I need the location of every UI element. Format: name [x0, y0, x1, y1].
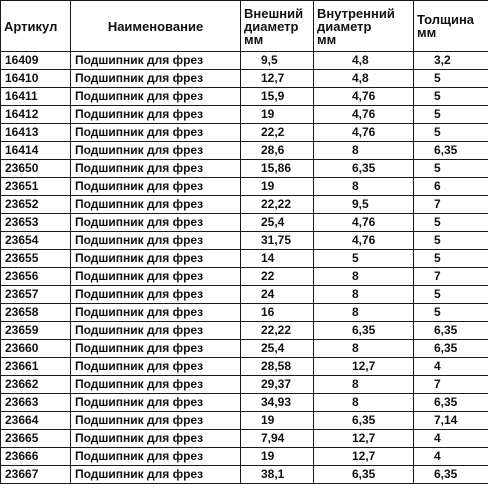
thickness-cell: 5 — [414, 88, 488, 106]
name-cell: Подшипник для фрез — [71, 250, 241, 268]
inner-diameter-cell: 8 — [314, 340, 414, 358]
table-header — [1, 1, 488, 52]
name-cell: Подшипник для фрез — [71, 376, 241, 394]
outer-diameter-cell: 12,7 — [241, 70, 314, 88]
table-row — [1, 430, 488, 448]
name-cell: Подшипник для фрез — [71, 322, 241, 340]
name-cell: Подшипник для фрез — [71, 430, 241, 448]
table-row — [1, 412, 488, 430]
inner-diameter-cell: 4,8 — [314, 52, 414, 70]
outer-diameter-cell: 14 — [241, 250, 314, 268]
name-cell: Подшипник для фрез — [71, 70, 241, 88]
article-cell: 23665 — [1, 430, 71, 448]
name-cell: Подшипник для фрез — [71, 142, 241, 160]
name-cell: Подшипник для фрез — [71, 88, 241, 106]
table-row — [1, 142, 488, 160]
outer-diameter-cell: 22,22 — [241, 196, 314, 214]
outer-diameter-cell: 19 — [241, 448, 314, 466]
name-cell: Подшипник для фрез — [71, 286, 241, 304]
name-cell: Подшипник для фрез — [71, 448, 241, 466]
table-row — [1, 196, 488, 214]
article-cell: 23659 — [1, 322, 71, 340]
thickness-cell: 3,2 — [414, 52, 488, 70]
inner-diameter-cell: 8 — [314, 178, 414, 196]
article-cell: 23650 — [1, 160, 71, 178]
inner-diameter-cell: 4,76 — [314, 124, 414, 142]
article-cell: 23662 — [1, 376, 71, 394]
outer-diameter-cell: 28,6 — [241, 142, 314, 160]
table-row — [1, 232, 488, 250]
name-cell: Подшипник для фрез — [71, 178, 241, 196]
inner-diameter-cell: 9,5 — [314, 196, 414, 214]
thickness-cell: 5 — [414, 106, 488, 124]
inner-diameter-cell: 12,7 — [314, 430, 414, 448]
article-cell: 16411 — [1, 88, 71, 106]
header-row — [1, 1, 488, 52]
article-cell: 23666 — [1, 448, 71, 466]
table-row — [1, 466, 488, 484]
outer-diameter-cell: 34,93 — [241, 394, 314, 412]
name-cell: Подшипник для фрез — [71, 124, 241, 142]
name-cell: Подшипник для фрез — [71, 196, 241, 214]
thickness-cell: 5 — [414, 214, 488, 232]
table-row — [1, 376, 488, 394]
article-cell: 16410 — [1, 70, 71, 88]
article-cell: 23657 — [1, 286, 71, 304]
table-row — [1, 304, 488, 322]
thickness-cell: 5 — [414, 124, 488, 142]
inner-diameter-cell: 6,35 — [314, 322, 414, 340]
table-row — [1, 160, 488, 178]
outer-diameter-cell: 24 — [241, 286, 314, 304]
inner-diameter-cell: 12,7 — [314, 448, 414, 466]
article-cell: 23653 — [1, 214, 71, 232]
table-body — [1, 52, 488, 484]
inner-diameter-cell: 8 — [314, 268, 414, 286]
article-cell: 16414 — [1, 142, 71, 160]
inner-diameter-cell: 12,7 — [314, 358, 414, 376]
inner-diameter-cell: 6,35 — [314, 466, 414, 484]
thickness-cell: 6,35 — [414, 322, 488, 340]
thickness-cell: 6,35 — [414, 142, 488, 160]
table-row — [1, 106, 488, 124]
inner-diameter-cell: 4,76 — [314, 232, 414, 250]
outer-diameter-cell: 28,58 — [241, 358, 314, 376]
table-row — [1, 358, 488, 376]
article-cell: 23667 — [1, 466, 71, 484]
inner-diameter-cell: 4,76 — [314, 88, 414, 106]
outer-diameter-cell: 22 — [241, 268, 314, 286]
thickness-cell: 7 — [414, 268, 488, 286]
article-cell: 23656 — [1, 268, 71, 286]
article-cell: 23658 — [1, 304, 71, 322]
inner-diameter-cell: 5 — [314, 250, 414, 268]
thickness-cell: 6,35 — [414, 466, 488, 484]
thickness-cell: 5 — [414, 70, 488, 88]
outer-diameter-cell: 22,2 — [241, 124, 314, 142]
outer-diameter-cell: 15,86 — [241, 160, 314, 178]
thickness-cell: 4 — [414, 358, 488, 376]
outer-diameter-cell: 31,75 — [241, 232, 314, 250]
inner-diameter-cell: 8 — [314, 286, 414, 304]
table-row — [1, 52, 488, 70]
header-article: Артикул — [1, 1, 71, 52]
inner-diameter-cell: 8 — [314, 394, 414, 412]
thickness-cell: 7 — [414, 196, 488, 214]
inner-diameter-cell: 4,8 — [314, 70, 414, 88]
table-row — [1, 124, 488, 142]
outer-diameter-cell: 29,37 — [241, 376, 314, 394]
table-row — [1, 268, 488, 286]
name-cell: Подшипник для фрез — [71, 232, 241, 250]
thickness-cell: 6,35 — [414, 340, 488, 358]
thickness-cell: 6,35 — [414, 394, 488, 412]
name-cell: Подшипник для фрез — [71, 268, 241, 286]
thickness-cell: 7,14 — [414, 412, 488, 430]
article-cell: 23652 — [1, 196, 71, 214]
thickness-cell: 4 — [414, 430, 488, 448]
name-cell: Подшипник для фрез — [71, 394, 241, 412]
table-row — [1, 394, 488, 412]
article-cell: 23664 — [1, 412, 71, 430]
outer-diameter-cell: 7,94 — [241, 430, 314, 448]
name-cell: Подшипник для фрез — [71, 214, 241, 232]
outer-diameter-cell: 22,22 — [241, 322, 314, 340]
name-cell: Подшипник для фрез — [71, 340, 241, 358]
article-cell: 23661 — [1, 358, 71, 376]
table-row — [1, 286, 488, 304]
outer-diameter-cell: 19 — [241, 106, 314, 124]
header-name: Наименование — [71, 1, 241, 52]
name-cell: Подшипник для фрез — [71, 304, 241, 322]
inner-diameter-cell: 6,35 — [314, 412, 414, 430]
outer-diameter-cell: 38,1 — [241, 466, 314, 484]
table-row — [1, 322, 488, 340]
header-outer-diameter: Внешний диаметр мм — [241, 1, 314, 52]
outer-diameter-cell: 16 — [241, 304, 314, 322]
thickness-cell: 6 — [414, 178, 488, 196]
inner-diameter-cell: 8 — [314, 142, 414, 160]
name-cell: Подшипник для фрез — [71, 466, 241, 484]
thickness-cell: 7 — [414, 376, 488, 394]
name-cell: Подшипник для фрез — [71, 106, 241, 124]
table-row — [1, 178, 488, 196]
thickness-cell: 5 — [414, 250, 488, 268]
inner-diameter-cell: 4,76 — [314, 214, 414, 232]
table-row — [1, 340, 488, 358]
name-cell: Подшипник для фрез — [71, 358, 241, 376]
header-inner-diameter: Внутренний диаметр мм — [314, 1, 414, 52]
outer-diameter-cell: 15,9 — [241, 88, 314, 106]
outer-diameter-cell: 19 — [241, 412, 314, 430]
thickness-cell: 5 — [414, 286, 488, 304]
table-row — [1, 250, 488, 268]
article-cell: 16409 — [1, 52, 71, 70]
outer-diameter-cell: 9,5 — [241, 52, 314, 70]
article-cell: 23663 — [1, 394, 71, 412]
name-cell: Подшипник для фрез — [71, 160, 241, 178]
thickness-cell: 4 — [414, 448, 488, 466]
thickness-cell: 5 — [414, 304, 488, 322]
outer-diameter-cell: 25,4 — [241, 340, 314, 358]
inner-diameter-cell: 4,76 — [314, 106, 414, 124]
inner-diameter-cell: 8 — [314, 376, 414, 394]
table-row — [1, 88, 488, 106]
name-cell: Подшипник для фрез — [71, 52, 241, 70]
outer-diameter-cell: 25,4 — [241, 214, 314, 232]
thickness-cell: 5 — [414, 232, 488, 250]
inner-diameter-cell: 6,35 — [314, 160, 414, 178]
table-row — [1, 214, 488, 232]
article-cell: 23660 — [1, 340, 71, 358]
table-row — [1, 70, 488, 88]
article-cell: 23655 — [1, 250, 71, 268]
table-row — [1, 448, 488, 466]
article-cell: 16412 — [1, 106, 71, 124]
header-thickness: Толщина мм — [414, 1, 488, 52]
outer-diameter-cell: 19 — [241, 178, 314, 196]
article-cell: 23654 — [1, 232, 71, 250]
inner-diameter-cell: 8 — [314, 304, 414, 322]
article-cell: 23651 — [1, 178, 71, 196]
article-cell: 16413 — [1, 124, 71, 142]
thickness-cell: 5 — [414, 160, 488, 178]
name-cell: Подшипник для фрез — [71, 412, 241, 430]
